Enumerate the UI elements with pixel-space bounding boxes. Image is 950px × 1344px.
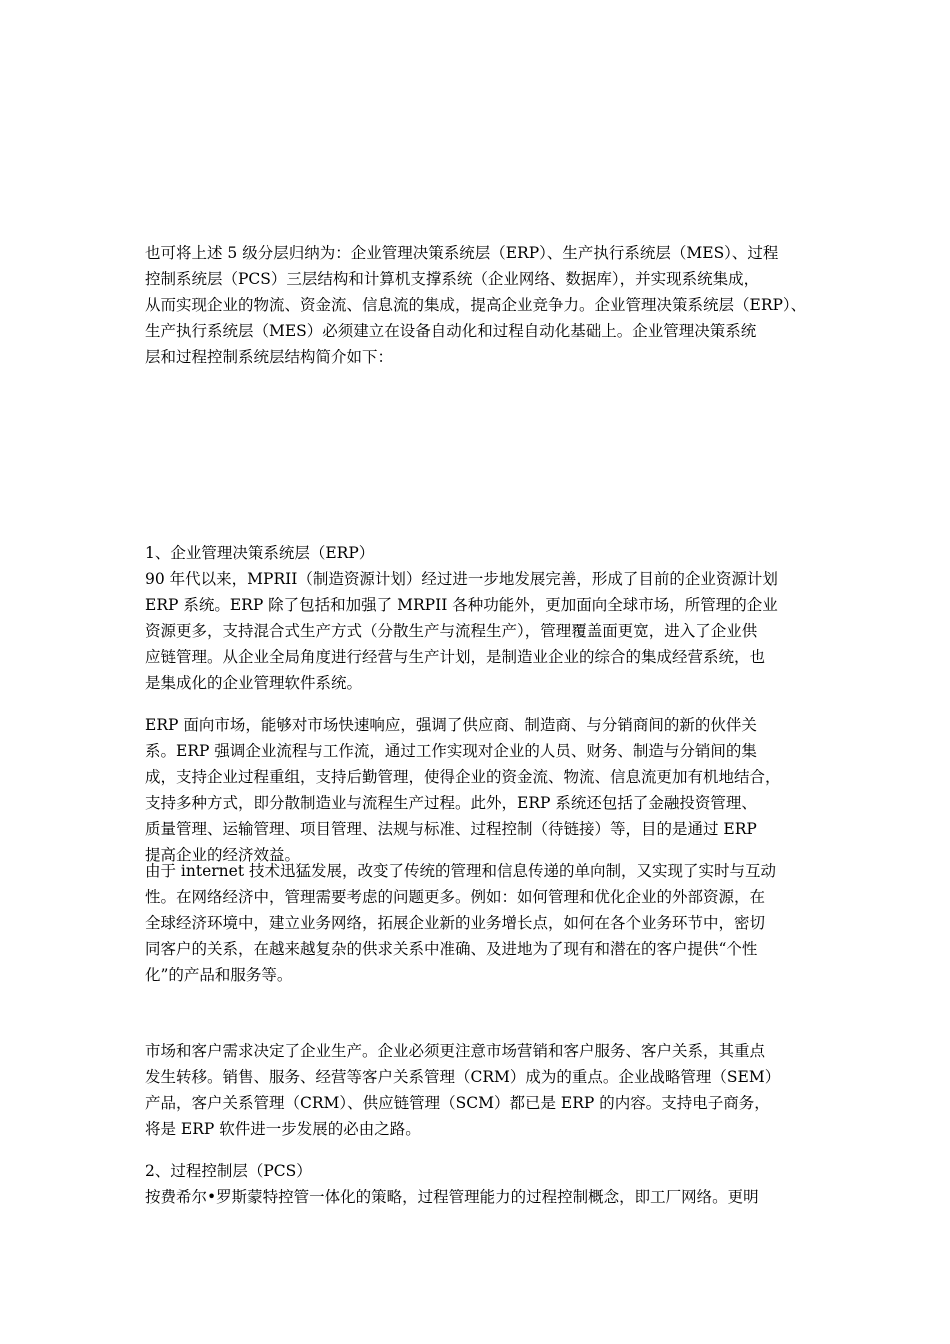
erp-paragraph-3-line: 由于 internet 技术迅猛发展，改变了传统的管理和信息传递的单向制，又实现了实时与互动	[145, 862, 776, 880]
erp-paragraph-2	[145, 712, 808, 868]
erp-paragraph-2-line: 支持多种方式，即分散制造业与流程生产过程。此外，ERP 系统还包括了金融投资管理、	[145, 794, 757, 812]
erp-paragraph-1-line: 应链管理。从企业全局角度进行经营与生产计划，是制造业企业的综合的集成经营系统，也	[145, 648, 766, 666]
erp-paragraph-3-line: 性。在网络经济中，管理需要考虑的问题更多。例如：如何管理和优化企业的外部资源，在	[145, 888, 766, 906]
erp-paragraph-2-line: 成，支持企业过程重组，支持后勤管理，使得企业的资金流、物流、信息流更加有机地结合，	[145, 768, 781, 786]
erp-paragraph-3	[145, 858, 808, 988]
erp-paragraph-4	[145, 1038, 808, 1142]
section-heading-erp: 1、企业管理决策系统层（ERP）	[145, 544, 375, 562]
erp-paragraph-2-line: 提高企业的经济效益。	[145, 846, 301, 864]
erp-paragraph-4-line: 将是 ERP 软件进一步发展的必由之路。	[145, 1120, 421, 1138]
erp-paragraph-4-line: 市场和客户需求决定了企业生产。企业必须更注意市场营销和客户服务、客户关系，其重点	[145, 1042, 766, 1060]
erp-paragraph-2-line: ERP 面向市场，能够对市场快速响应，强调了供应商、制造商、与分销商间的新的伙伴关	[145, 716, 757, 734]
erp-paragraph-3-line: 全球经济环境中，建立业务网络，拓展企业新的业务增长点，如何在各个业务环节中，密切	[145, 914, 766, 932]
missing-figure-area	[145, 380, 808, 530]
erp-paragraph-4-line: 产品，客户关系管理（CRM）、供应链管理（SCM）都已是 ERP 的内容。支持电子商务，	[145, 1094, 770, 1112]
intro-paragraph	[145, 240, 808, 370]
erp-paragraph-1-line: 资源更多，支持混合式生产方式（分散生产与流程生产），管理覆盖面更宽，进入了企业供	[145, 622, 758, 640]
pcs-section	[145, 1158, 808, 1210]
section-heading-pcs: 2、过程控制层（PCS）	[145, 1162, 312, 1180]
erp-paragraph-4-line: 发生转移。销售、服务、经营等客户关系管理（CRM）成为的重点。企业战略管理（SEM）	[145, 1068, 781, 1086]
intro-line: 层和过程控制系统层结构简介如下：	[145, 348, 394, 366]
intro-line: 从而实现企业的物流、资金流、信息流的集成，提高企业竞争力。企业管理决策系统层（ERP）、	[145, 296, 807, 314]
erp-paragraph-2-line: 质量管理、运输管理、项目管理、法规与标准、过程控制（待链接）等，目的是通过 ERP	[145, 820, 757, 838]
intro-line: 控制系统层（PCS）三层结构和计算机支撑系统（企业网络、数据库），并实现系统集成，	[145, 270, 760, 288]
erp-paragraph-1-line: ERP 系统。ERP 除了包括和加强了 MRPII 各种功能外，更加面向全球市场，所管理的企业	[145, 596, 778, 614]
erp-paragraph-1-line: 是集成化的企业管理软件系统。	[145, 674, 363, 692]
erp-section	[145, 540, 808, 696]
erp-paragraph-3-line: 化”的产品和服务等。	[145, 966, 293, 984]
intro-line: 生产执行系统层（MES）必须建立在设备自动化和过程自动化基础上。企业管理决策系统	[145, 322, 757, 340]
erp-paragraph-3-line: 同客户的关系，在越来越复杂的供求关系中准确、及进地为了现有和潜在的客户提供“个性	[145, 940, 758, 958]
pcs-paragraph-1-line: 按费希尔•罗斯蒙特控管一体化的策略，过程管理能力的过程控制概念，即工厂网络。更明	[145, 1188, 759, 1206]
intro-line: 也可将上述 5 级分层归纳为：企业管理决策系统层（ERP）、生产执行系统层（MES）、过程	[145, 244, 779, 262]
erp-paragraph-2-line: 系。ERP 强调企业流程与工作流，通过工作实现对企业的人员、财务、制造与分销间的集	[145, 742, 757, 760]
erp-paragraph-1-line: 90 年代以来，MPRII（制造资源计划）经过进一步地发展完善，形成了目前的企业资源计划	[145, 570, 778, 588]
